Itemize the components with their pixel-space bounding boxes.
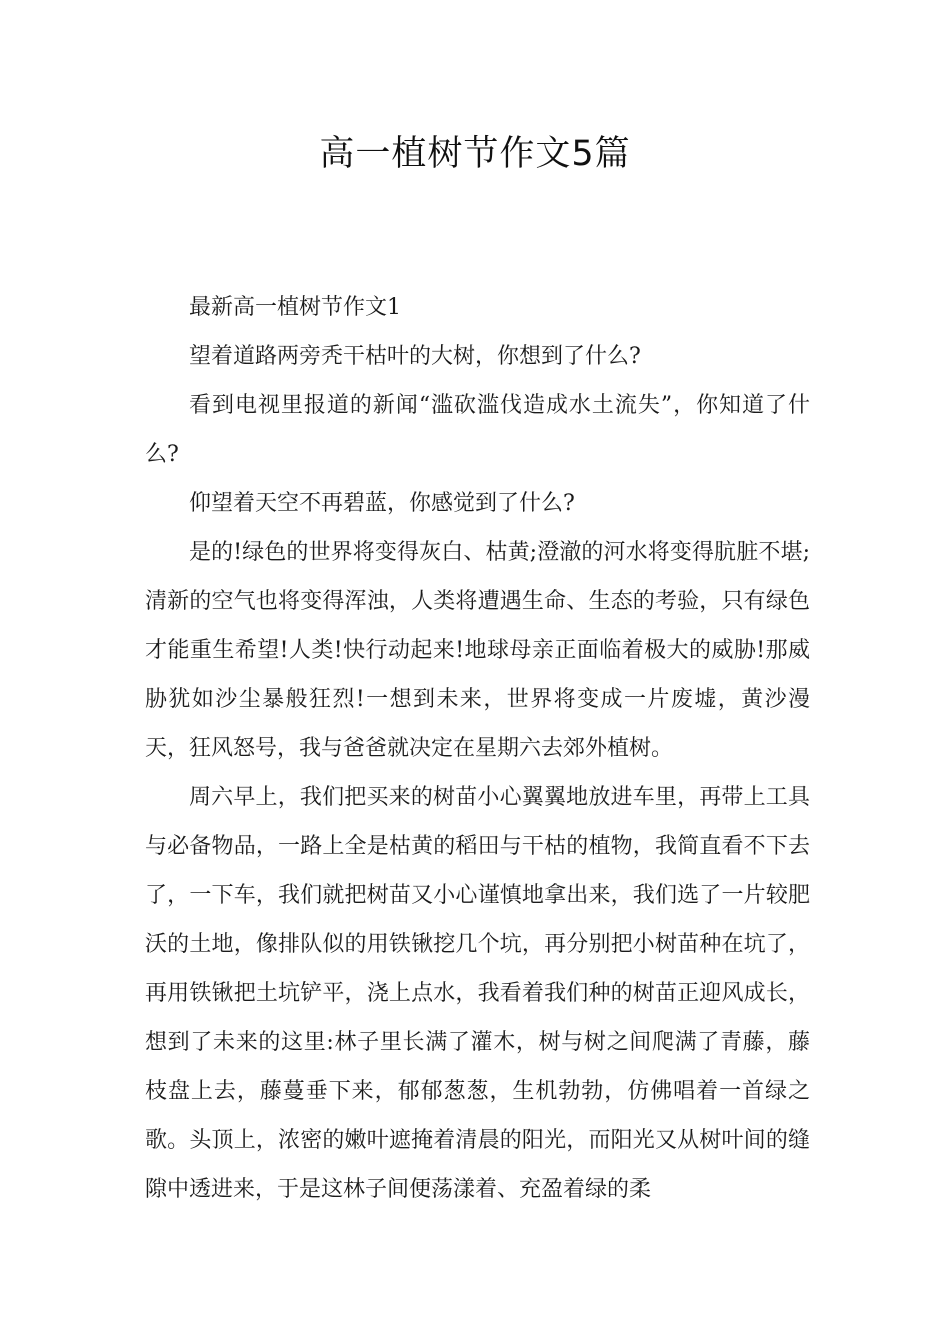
document-body [145, 283, 810, 1214]
paragraph: 周六早上，我们把买来的树苗小心翼翼地放进车里，再带上工具与必备物品，一路上全是枯黄的稻田与干枯的植物，我简直看不下去了，一下车，我们就把树苗又小心谨慎地拿出来，我们选了一片较肥沃的土地，像排队似的用铁锹挖几个坑，再分别把小树苗种在坑了，再用铁锹把土坑铲平，浇上点水，我看着我们种的树苗正迎风成长，想到了未来的这里:林子里长满了灌木，树与树之间爬满了青藤，藤枝盘上去，藤蔓垂下来，郁郁葱葱，生机勃勃，仿佛唱着一首绿之歌。头顶上，浓密的嫩叶遮掩着清晨的阳光，而阳光又从树叶间的缝隙中透进来，于是这林子间便荡漾着、充盈着绿的柔 [145, 785, 810, 1202]
paragraph: 看到电视里报道的新闻“滥砍滥伐造成水土流失”，你知道了什么? [145, 393, 810, 467]
section-heading: 最新高一植树节作文1 [189, 295, 401, 320]
paragraph: 是的!绿色的世界将变得灰白、枯黄;澄澈的河水将变得肮脏不堪;清新的空气也将变得浑浊，人类将遭遇生命、生态的考验，只有绿色才能重生希望!人类!快行动起来!地球母亲正面临着极大的威胁!那威胁犹如沙尘暴般狂烈!一想到未来，世界将变成一片废墟，黄沙漫天，狂风怒号，我与爸爸就决定在星期六去郊外植树。 [145, 540, 810, 761]
paragraph: 仰望着天空不再碧蓝，你感觉到了什么? [189, 491, 575, 516]
paragraph: 望着道路两旁秃干枯叶的大树，你想到了什么? [189, 344, 641, 369]
document-title: 高一植树节作文5篇 [319, 134, 631, 174]
